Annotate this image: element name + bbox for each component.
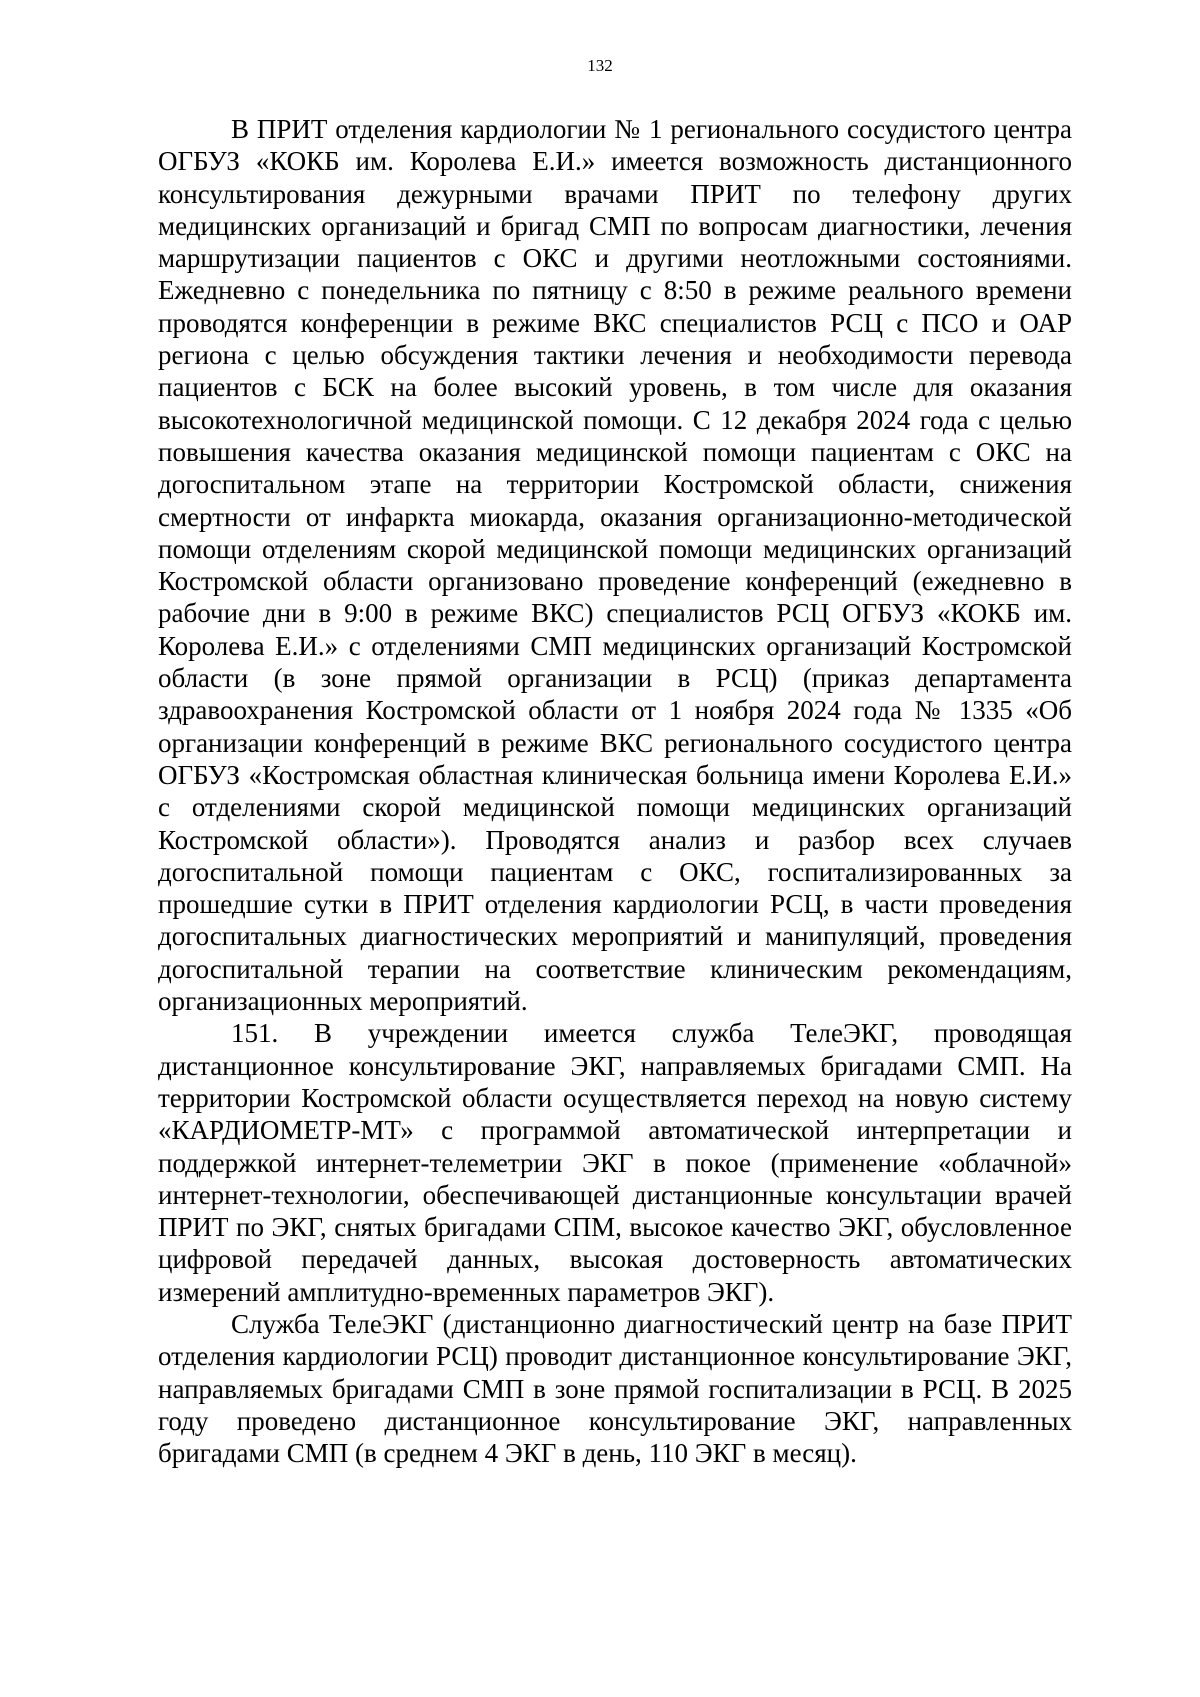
document-body [158,113,1072,1469]
paragraph-item-151-teleecg: 151. В учреждении имеется служба ТелеЭКГ, проводящая дистанционное консультирование ЭКГ, направляемых бригадами СМП. На территории Костромской области осуществляется переход на новую систему «КАРДИОМЕТР-МТ» с программой автоматической интерпретации и поддержкой интернет-телеметрии ЭКГ в покое (применение «облачной» интернет-технологии, обеспечивающей дистанционные консультации врачей ПРИТ по ЭКГ, снятых бригадами СПМ, высокое качество ЭКГ, обусловленное цифровой передачей данных, высокая достоверность автоматических измерений амплитудно-временных параметров ЭКГ). [158,1018,1072,1307]
page-number: 132 [587,56,613,75]
paragraph-teleecg-service: Служба ТелеЭКГ (дистанционно диагностический центр на базе ПРИТ отделения кардиологии РСЦ) проводит дистанционное консультирование ЭКГ, направляемых бригадами СМП в зоне прямой госпитализации в РСЦ. В 2025 году проведено дистанционное консультирование ЭКГ, направленных бригадами СМП (в среднем 4 ЭКГ в день, 110 ЭКГ в месяц). [158,1308,1072,1469]
paragraph-prit-consultations: В ПРИТ отделения кардиологии № 1 регионального сосудистого центра ОГБУЗ «КОКБ им. Королева Е.И.» имеется возможность дистанционного консультирования дежурными врачами ПРИТ по телефону других медицинских организаций и бригад СМП по вопросам диагностики, лечения маршрутизации пациентов с ОКС и другими неотложными состояниями. Ежедневно с понедельника по пятницу с 8:50 в режиме реального времени проводятся конференции в режиме ВКС специалистов РСЦ с ПСО и ОАР региона с целью обсуждения тактики лечения и необходимости перевода пациентов с БСК на более высокий уровень, в том числе для оказания высокотехнологичной медицинской помощи. С 12 декабря 2024 года с целью повышения качества оказания медицинской помощи пациентам с ОКС на догоспитальном этапе на территории Костромской области, снижения смертности от инфаркта миокарда, оказания организационно-методической помощи отделениям скорой медицинской помощи медицинских организаций Костромской области организовано проведение конференций (ежедневно в рабочие дни в 9:00 в режиме ВКС) специалистов РСЦ ОГБУЗ «КОКБ им. Королева Е.И.» с отделениями СМП медицинских организаций Костромской области (в зоне прямой организации в РСЦ) (приказ департамента здравоохранения Костромской области от 1 ноября 2024 года № 1335 «Об организации конференций в режиме ВКС регионального сосудистого центра ОГБУЗ «Костромская областная клиническая больница имени Королева Е.И.» с отделениями скорой медицинской помощи медицинских организаций Костромской области»). Проводятся анализ и разбор всех случаев догоспитальной помощи пациентам с ОКС, госпитализированных за прошедшие сутки в ПРИТ отделения кардиологии РСЦ, в части проведения догоспитальных диагностических мероприятий и манипуляций, проведения догоспитальной терапии на соответствие клиническим рекомендациям, организационных мероприятий. [158,114,1072,1017]
